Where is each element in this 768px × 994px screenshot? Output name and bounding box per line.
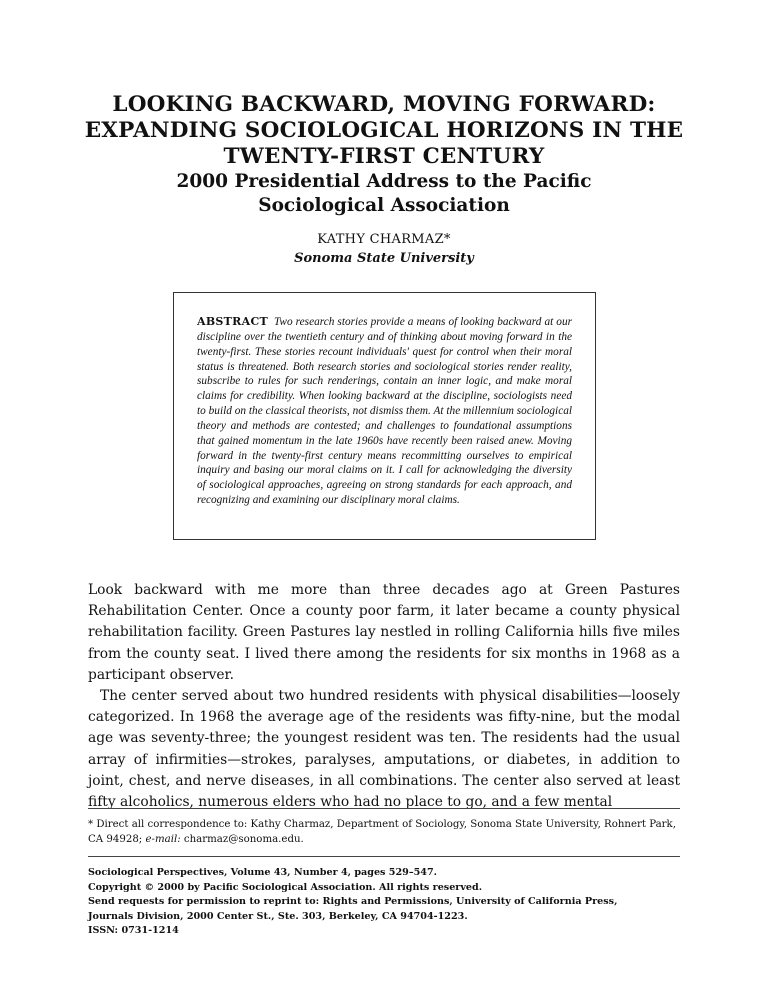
issn: ISSN: 0731-1214 bbox=[88, 925, 179, 936]
author-name: KATHY CHARMAZ* bbox=[317, 232, 451, 247]
body-text bbox=[88, 580, 680, 813]
title-line: TWENTY-FIRST CENTURY bbox=[223, 144, 545, 169]
permissions-address: Journals Division, 2000 Center St., Ste. 303, Berkeley, CA 94704-1223. bbox=[88, 910, 468, 922]
article-title bbox=[60, 92, 708, 170]
title-line: LOOKING BACKWARD, MOVING FORWARD: bbox=[112, 92, 656, 117]
article-subtitle bbox=[90, 170, 678, 218]
abstract bbox=[197, 315, 572, 508]
body-paragraph: The center served about two hundred residents with physical disabilities—loosely categorized. In 1968 the average age of the residents was fifty-nine, but the modal age was seventy-three; the youngest resident was ten. The residents had the usual array of infirmities—strokes, paralyses, amputations, or diabetes, in addition to joint, chest, and nerve diseases, in all combinations. The center also served at least fifty alcoholics, numerous elders who had no place to go, and a few mental bbox=[88, 688, 680, 811]
footnote-email: charmaz@sonoma.edu. bbox=[183, 833, 304, 845]
permissions-notice: Send requests for permission to reprint to: Rights and Permissions, University of California Press, bbox=[88, 896, 618, 907]
journal-citation: Sociological Perspectives, Volume 43, Number 4, pages 529–547. bbox=[88, 867, 437, 878]
title-line: EXPANDING SOCIOLOGICAL HORIZONS IN THE bbox=[84, 118, 684, 143]
footnote-text: * Direct all correspondence to: Kathy Charmaz, Department of Sociology, Sonoma State University, Rohnert Park, CA 94928; bbox=[88, 819, 676, 845]
abstract-box bbox=[173, 292, 596, 540]
subtitle-line: Sociological Association bbox=[258, 195, 510, 216]
copyright-notice: Copyright © 2000 by Pacific Sociological Association. All rights reserved. bbox=[88, 881, 483, 893]
footnote-divider bbox=[88, 808, 680, 809]
subtitle-line: 2000 Presidential Address to the Pacific bbox=[176, 171, 592, 192]
publication-info bbox=[88, 866, 688, 939]
publication-divider bbox=[88, 856, 680, 857]
abstract-text: Two research stories provide a means of looking backward at our discipline over the twentieth century and of thinking about moving forward in the twenty-first. These stories recount individuals' quest for control when their moral status is threatened. Both research stories and sociological stories render reality, subscribe to rules for such renderings, contain an inner logic, and make moral claims for credibility. When looking backward at the discipline, sociologists need to build on the classical theorists, not dismiss them. At the millennium sociological theory and methods are contested; and challenges to foundational assumptions that gained momentum in the late 1960s have recently been raised anew. Moving forward in the twenty-first century means recommitting ourselves to empirical inquiry and basing our moral claims on it. I call for acknowledging the diversity of sociological approaches, agreeing on strong standards for each approach, and recognizing and examining our disciplinary moral claims. bbox=[197, 316, 572, 507]
abstract-label: ABSTRACT bbox=[197, 315, 268, 328]
author-affiliation: Sonoma State University bbox=[294, 251, 474, 266]
footnote-email-label: e-mail: bbox=[145, 833, 181, 845]
footnote bbox=[88, 818, 680, 847]
body-paragraph: Look backward with me more than three decades ago at Green Pastures Rehabilitation Center. Once a county poor farm, it later became a county physical rehabilitation facility. Green Pastures lay nestled in rolling California hills five miles from the county seat. I lived there among the residents for six months in 1968 as a participant observer. bbox=[88, 582, 680, 683]
